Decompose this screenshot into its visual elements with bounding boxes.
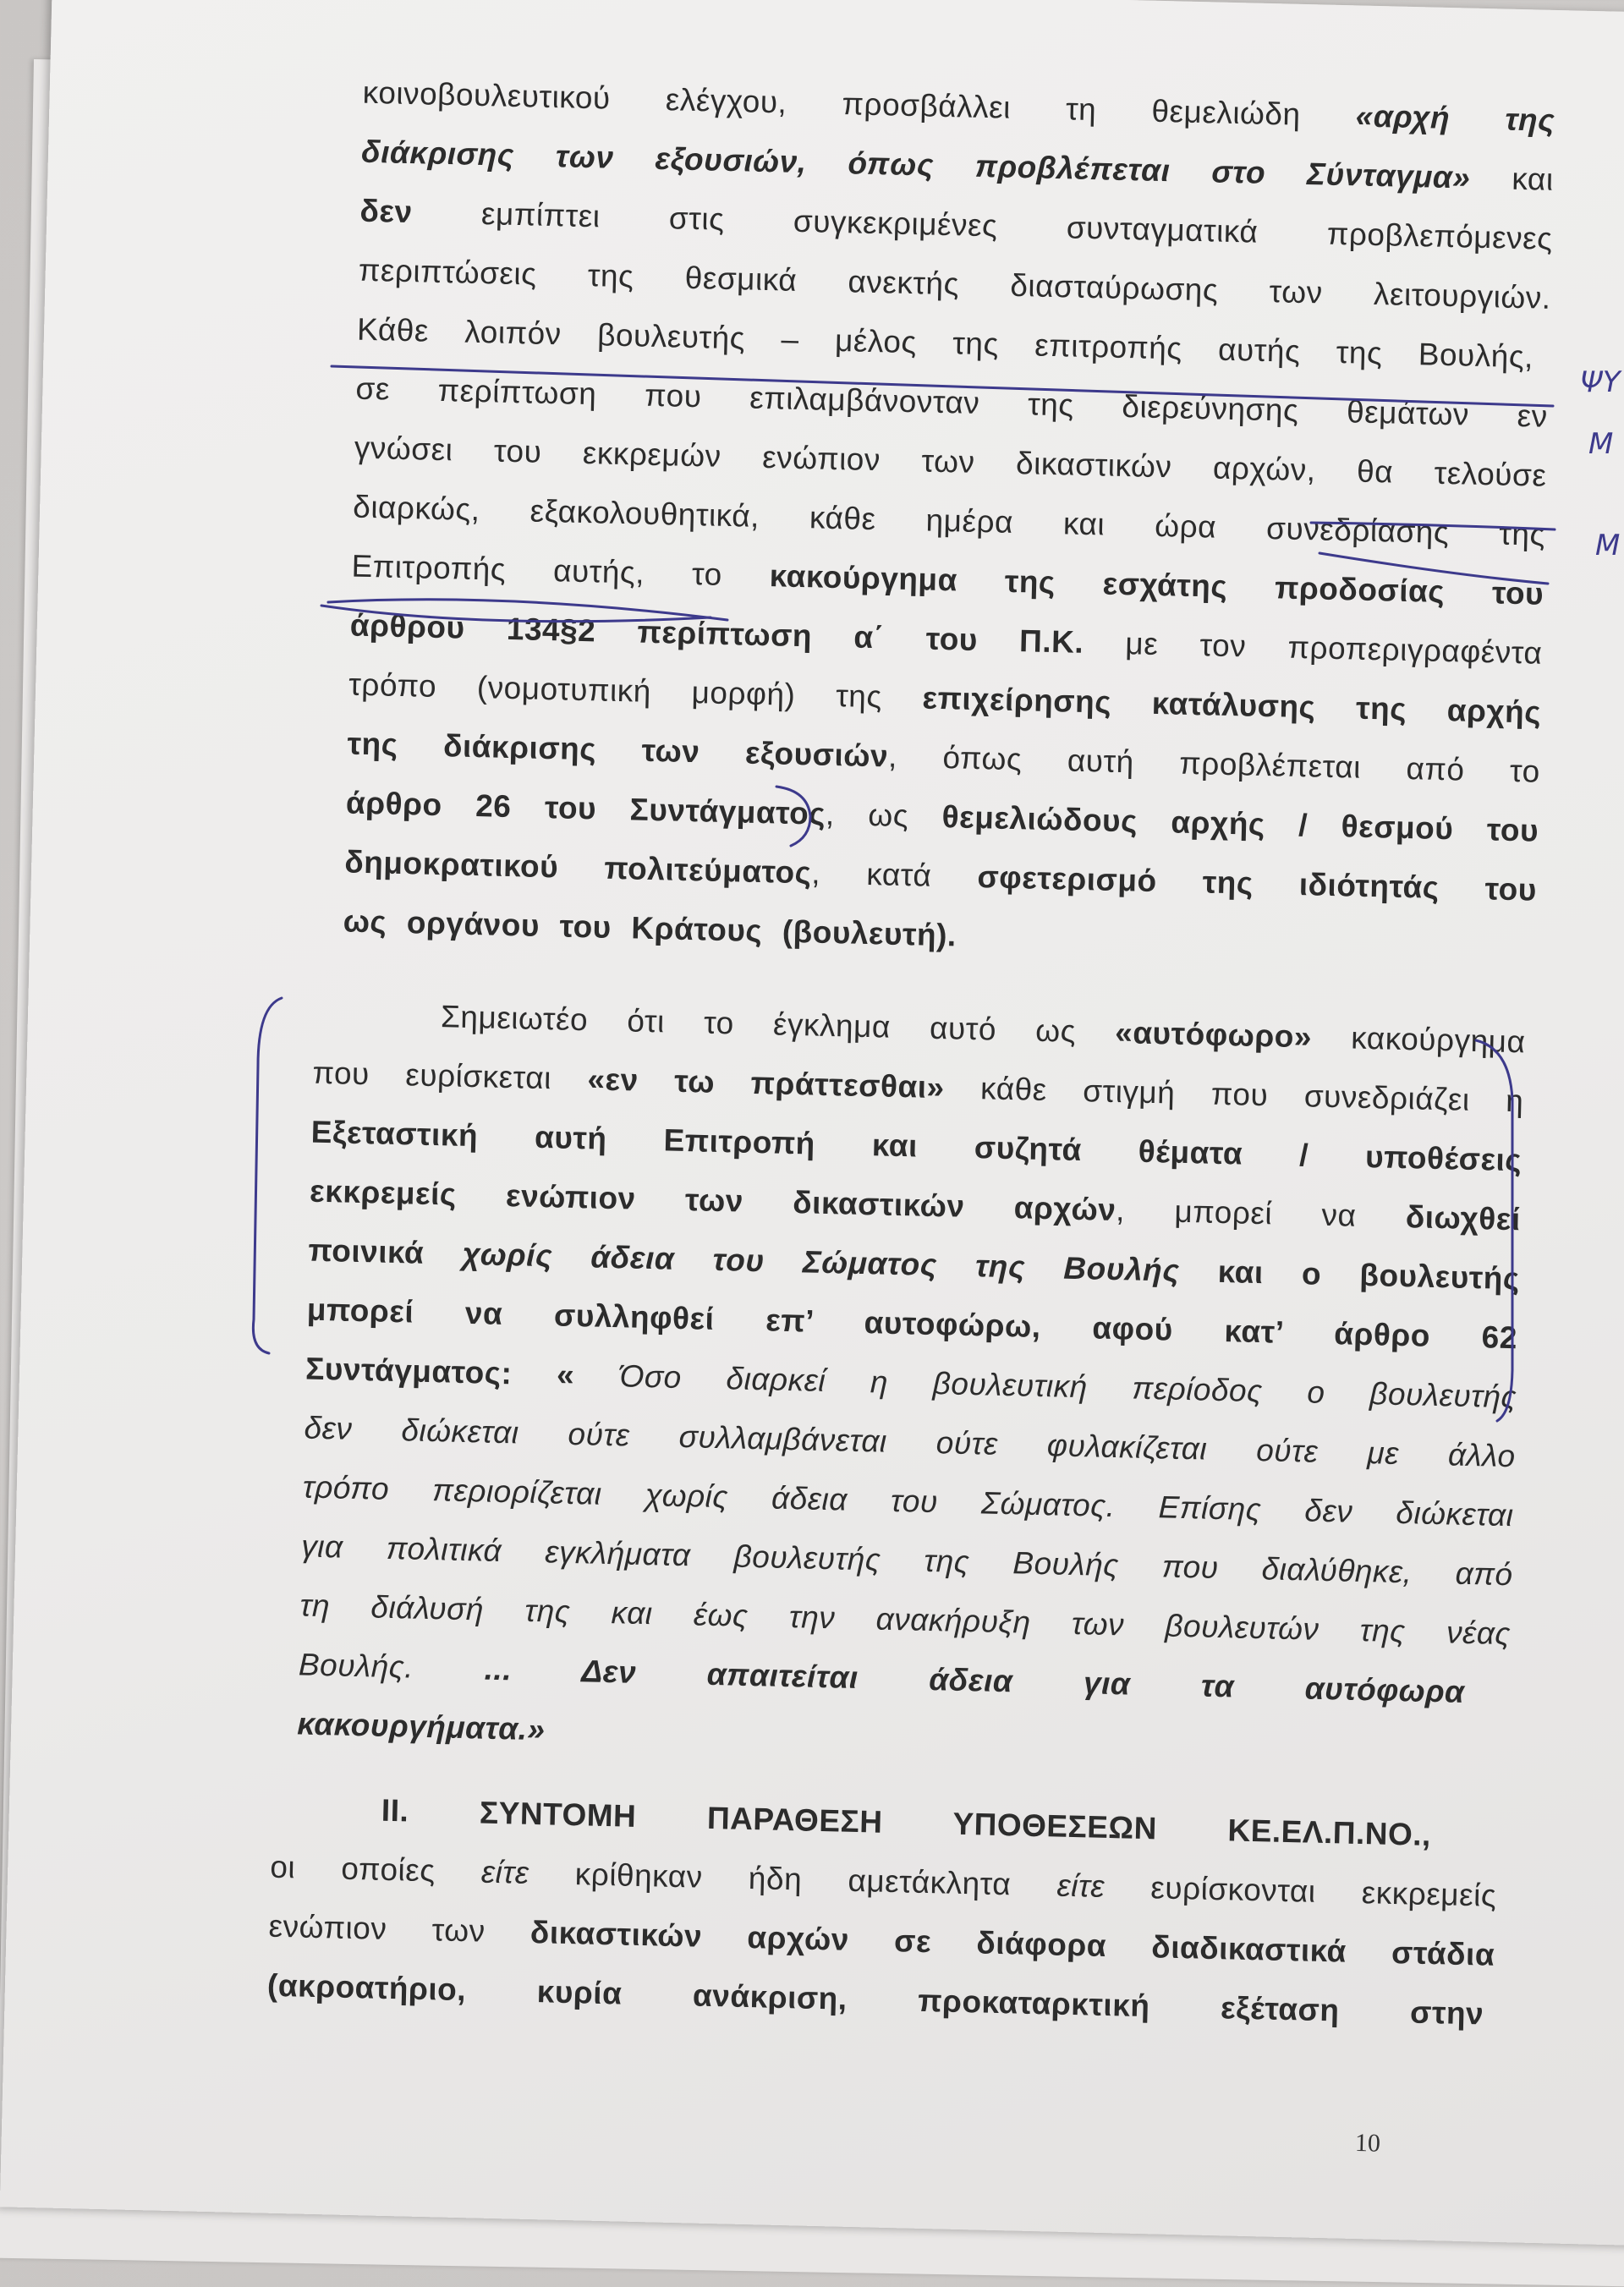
text-run: δεν [359, 193, 414, 230]
text-run: κακούργημα [1311, 1019, 1526, 1060]
text-run: ΙΙ. ΣΥΝΤΟΜΗ ΠΑΡΑΘΕΣΗ ΥΠΟΘΕΣΕΩΝ ΚΕ.ΕΛ.Π.ΝΟ., [381, 1792, 1432, 1853]
text-line [302, 1469, 1513, 1533]
text-run: είτε [480, 1854, 529, 1890]
text-run: Επιτροπής αυτής, το [351, 548, 771, 594]
margin-note-1: ΨΥ [1580, 365, 1621, 399]
text-run: δεν διώκεται ούτε συλλαμβάνεται ούτε φυλακίζεται ούτε με άλλο [304, 1410, 1517, 1474]
text-run: Κάθε λοιπόν βουλευτής – μέλος της επιτροπής αυτής της Βουλής, [356, 311, 1534, 375]
text-run: κακούργημα της εσχάτης προδοσίας του [769, 558, 1544, 612]
text-run: είτε [1056, 1867, 1106, 1904]
text-run: μπορεί να συλληφθεί επ’ αυτοφώρω, αφού κατ’ άρθρο 62 [306, 1292, 1518, 1356]
text-run: διωχθεί [1405, 1199, 1522, 1237]
text-run: Εξεταστική αυτή Επιτροπή και συζητά θέματα / υποθέσεις [310, 1114, 1522, 1178]
text-run: , όπως αυτή προβλέπεται από το [887, 738, 1541, 789]
text-run: τη διάλυσή της και έως την ανακήρυξη των βουλευτών της νέας [299, 1588, 1512, 1652]
text-run: , ως [825, 796, 943, 835]
text-line [359, 194, 1553, 257]
text-line [304, 1410, 1516, 1474]
text-line [346, 785, 1539, 848]
text-run: Όσο διαρκεί η βουλευτική περίοδος ο βουλευτής [573, 1357, 1517, 1415]
text-run: ... Δεν απαιτείται άδεια για τα αυτόφωρα [484, 1651, 1466, 1709]
text-line [381, 1793, 1431, 1853]
text-run: Βουλής. [298, 1647, 486, 1686]
text-run: , κατά [810, 855, 979, 895]
text-run: , μπορεί να [1115, 1193, 1407, 1235]
text-run: γνώσει του εκκρεμών ενώπιον των δικαστικών αρχών, θα τελούσε [354, 430, 1547, 493]
text-run: «αρχή της [1355, 98, 1555, 138]
text-line [310, 1174, 1521, 1238]
text-run: δημοκρατικού πολιτεύματος [343, 844, 812, 891]
text-run: θεμελιώδους αρχής / θεσμού του [941, 799, 1539, 848]
text-run: τρόπο (νομοτυπική μορφή) της [348, 666, 924, 716]
text-line [349, 608, 1542, 672]
text-line [441, 999, 1526, 1060]
text-run: με τον προπεριγραφέντα [1083, 624, 1543, 671]
text-line [297, 1706, 546, 1747]
text-run: που ευρίσκεται [312, 1055, 589, 1097]
text-run: ευρίσκονται εκκρεμείς [1104, 1868, 1497, 1913]
text-line [299, 1588, 1511, 1652]
text-run: σε περίπτωση που επιλαμβάνονταν της διερεύνησης θεμάτων εν [355, 370, 1549, 434]
text-run: εκκρεμείς ενώπιον των δικαστικών αρχών [309, 1173, 1116, 1228]
text-line [361, 134, 1554, 198]
text-line [306, 1292, 1517, 1357]
text-run: κοινοβουλευτικού ελέγχου, προσβάλλει τη θεμελιώδη [362, 74, 1357, 134]
text-run: τρόπο περιορίζεται χωρίς άδεια του Σώματος. Επίσης δεν διώκεται [302, 1469, 1514, 1533]
text-line [343, 903, 957, 953]
text-run: ως οργάνου του Κράτους (βουλευτή). [343, 903, 957, 953]
text-line [312, 1056, 1524, 1120]
text-line [355, 371, 1548, 435]
margin-note-3: M [1595, 529, 1621, 562]
text-run: περιπτώσεις της θεσμικά ανεκτής διασταύρωσης των λειτουργιών. [358, 252, 1552, 315]
text-line [362, 75, 1555, 139]
text-line [358, 253, 1551, 316]
text-run: χωρίς άδεια του Σώματος της Βουλής [462, 1236, 1180, 1288]
text-run: για πολιτικά εγκλήματα βουλευτής της Βουλής που διαλύθηκε, από [300, 1528, 1514, 1593]
text-run: σφετερισμό της ιδιότητάς του [977, 859, 1538, 908]
text-line [357, 312, 1534, 376]
text-line [301, 1528, 1513, 1593]
text-run: και [1469, 160, 1555, 197]
text-run: διάκρισης των εξουσιών, όπως προβλέπεται στο Σύνταγμα» [360, 134, 1471, 195]
text-line [305, 1352, 1517, 1416]
text-run: «εν τω πράττεσθαι» [587, 1061, 946, 1105]
text-line [299, 1647, 1466, 1709]
text-run: κακουργήματα.» [296, 1706, 546, 1747]
text-line [344, 844, 1537, 908]
text-line [267, 1968, 1484, 2032]
text-run: διαρκώς, εξακολουθητικά, κάθε ημέρα και ώρα συνεδρίασης της [352, 489, 1546, 552]
text-run: «αυτόφωρο» [1114, 1014, 1313, 1055]
text-line [308, 1233, 1520, 1297]
text-run: ποινικά [308, 1232, 464, 1271]
text-run: και ο βουλευτής [1178, 1253, 1521, 1297]
text-run: Συντάγματος: « [304, 1351, 575, 1392]
text-run: κάθε στιγμή που συνεδριάζει η [944, 1070, 1524, 1119]
text-run: ενώπιον των [268, 1908, 531, 1950]
text-line [353, 490, 1546, 553]
text-line [351, 549, 1544, 612]
text-line [354, 431, 1546, 494]
page-number: 10 [1354, 2128, 1381, 2158]
text-run: δικαστικών αρχών σε διάφορα διαδικαστικά στάδια [529, 1914, 1495, 1972]
text-run: (ακροατήριο, κυρία ανάκριση, προκαταρκτική εξέταση στην [266, 1967, 1484, 2032]
text-run: Σημειωτέο ότι το έγκλημα αυτό ως [440, 999, 1116, 1050]
text-run: άρθρου 134§2 περίπτωση α΄ του Π.Κ. [349, 607, 1084, 660]
text-line [348, 666, 1542, 730]
text-line [270, 1850, 1497, 1914]
text-line [268, 1909, 1495, 1973]
text-run: εμπίπτει στις συγκεκριμένες συνταγματικά προβλεπόμενες [412, 195, 1553, 256]
text-line [310, 1115, 1522, 1179]
text-run: επιχείρησης κατάλυσης της αρχής [922, 680, 1542, 730]
text-run: οι οποίες [269, 1849, 482, 1889]
text-run: της διάκρισης των εξουσιών [347, 726, 889, 774]
text-run: κρίθηκαν ήδη αμετάκλητα [529, 1855, 1058, 1903]
text-run: άρθρο 26 του Συντάγματος [345, 785, 826, 831]
margin-note-2: M [1588, 427, 1614, 461]
text-line [347, 726, 1540, 789]
